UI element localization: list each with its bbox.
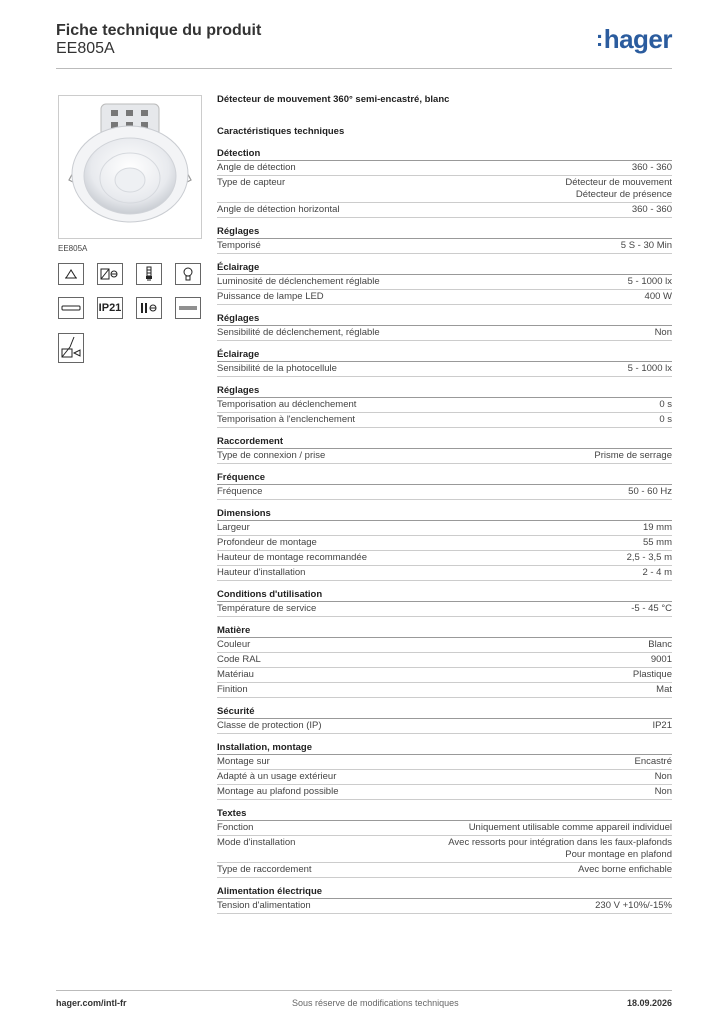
spec-label: Couleur [217,639,251,650]
spec-value: 2 - 4 m [642,567,672,578]
footer-disclaimer: Sous réserve de modifications techniques [292,998,459,1008]
spec-value: Encastré [634,756,672,767]
spec-row [217,290,672,305]
spec-value: Uniquement utilisable comme appareil individuel [468,822,672,833]
spec-section [217,742,672,800]
spec-row [217,485,672,500]
spec-label: Angle de détection [217,162,296,173]
section-heading: Fréquence [217,472,672,485]
spec-label: Sensibilité de la photocellule [217,363,337,374]
spec-value: 9001 [650,654,672,665]
section-heading: Conditions d'utilisation [217,589,672,602]
spec-section [217,148,672,218]
spec-row [217,239,672,254]
section-heading: Réglages [217,226,672,239]
section-heading: Textes [217,808,672,821]
spec-row [217,161,672,176]
spec-row [217,398,672,413]
spec-value: IP21 [652,720,672,731]
spec-value: 400 W [644,291,672,302]
spec-label: Type de connexion / prise [217,450,326,461]
spec-row [217,836,672,863]
spec-label: Tension d'alimentation [217,900,311,911]
logo-text: hager [603,24,672,54]
spec-row [217,899,672,914]
spec-section [217,385,672,428]
section-heading: Installation, montage [217,742,672,755]
spec-value: Avec borne enfichable [578,864,672,875]
product-photo [58,95,202,239]
spec-row [217,668,672,683]
fluorescent-icon [97,263,123,285]
spec-label: Hauteur de montage recommandée [217,552,367,563]
spec-label: Finition [217,684,248,695]
spec-row [217,770,672,785]
spec-row [217,566,672,581]
spec-value: 55 mm [642,537,672,548]
spec-label: Profondeur de montage [217,537,317,548]
logo-dots-icon: : [595,26,603,51]
spec-label: Mode d'installation [217,837,296,848]
spec-label: Temporisation à l'enclenchement [217,414,356,425]
spec-row [217,602,672,617]
spec-label: Hauteur d'installation [217,567,306,578]
bulb-icon [175,263,201,285]
footer-date: 18.09.2026 [626,998,672,1008]
footer-url[interactable]: hager.com/intl-fr [56,998,127,1008]
spec-value: 360 - 360 [631,162,672,173]
spec-label: Largeur [217,522,250,533]
section-heading: Dimensions [217,508,672,521]
spec-section [217,226,672,254]
spec-row [217,449,672,464]
spec-label: Type de capteur [217,177,286,188]
spec-label: Type de raccordement [217,864,312,875]
footer-divider [56,990,672,991]
spec-label: Montage au plafond possible [217,786,339,797]
spec-row [217,821,672,836]
hager-logo [596,24,672,55]
spec-value: Plastique [632,669,672,680]
spec-section [217,349,672,377]
spec-section [217,262,672,305]
halogen-icon [136,263,162,285]
spec-section [217,808,672,878]
tube-icon [58,297,84,319]
section-heading: Réglages [217,313,672,326]
spec-row [217,653,672,668]
spec-value: 2,5 - 3,5 m [626,552,672,563]
spec-label: Matériau [217,669,254,680]
spec-row [217,719,672,734]
page-title: Fiche technique du produit [56,22,262,39]
spec-label: Adapté à un usage extérieur [217,771,337,782]
section-heading: Matière [217,625,672,638]
spec-value: 360 - 360 [631,204,672,215]
spec-value: 19 mm [642,522,672,533]
spec-label: Code RAL [217,654,261,665]
section-heading: Sécurité [217,706,672,719]
spec-label: Fréquence [217,486,263,497]
spec-section [217,589,672,617]
spec-section [217,313,672,341]
led-tube-icon [175,297,201,319]
spec-row [217,638,672,653]
spec-label: Montage sur [217,756,270,767]
spec-value: Non [654,786,672,797]
spec-value: Prisme de serrage [594,450,672,461]
photo-caption: EE805A [58,244,88,253]
spec-value: 5 - 1000 lx [627,363,672,374]
spec-row [217,326,672,341]
spec-value: Non [654,771,672,782]
spec-label: Angle de détection horizontal [217,204,340,215]
spec-value: 5 - 1000 lx [627,276,672,287]
spec-label: Temporisé [217,240,261,251]
spec-row [217,863,672,878]
spec-value: 0 s [659,399,672,410]
spec-section [217,625,672,698]
spec-label: Temporisation au déclenchement [217,399,357,410]
spec-value: Mat [656,684,672,695]
spec-section [217,508,672,581]
spec-section [217,706,672,734]
section-heading: Éclairage [217,349,672,362]
spec-label: Sensibilité de déclenchement, réglable [217,327,380,338]
section-heading: Raccordement [217,436,672,449]
header-divider [56,68,672,69]
spec-row [217,176,672,203]
section-heading: Éclairage [217,262,672,275]
spec-row [217,521,672,536]
ip21-badge: IP21 [97,297,123,319]
spec-row [217,785,672,800]
spec-section [217,886,672,914]
spec-label: Puissance de lampe LED [217,291,324,302]
spec-row [217,275,672,290]
spec-row [217,362,672,377]
spec-label: Luminosité de déclenchement réglable [217,276,380,287]
spec-sections [217,148,672,914]
spec-value: Avec ressorts pour intégration dans les faux-plafonds Pour montage en plafond [448,837,672,860]
detection-icon [58,333,84,363]
spec-value: Blanc [648,639,672,650]
product-code: EE805A [56,40,115,57]
spec-value: Non [654,327,672,338]
section-heading: Détection [217,148,672,161]
spec-row [217,536,672,551]
spec-value: -5 - 45 °C [631,603,672,614]
specs-title: Caractéristiques techniques [217,126,345,137]
section-heading: Réglages [217,385,672,398]
spec-value: 0 s [659,414,672,425]
spec-row [217,683,672,698]
spec-label: Classe de protection (IP) [217,720,322,731]
spec-row [217,755,672,770]
ceiling-lamp-icon [58,263,84,285]
product-name: Détecteur de mouvement 360° semi-encastré, blanc [217,94,450,105]
spec-label: Température de service [217,603,317,614]
spec-section [217,472,672,500]
spec-row [217,203,672,218]
spec-value: 5 S - 30 Min [620,240,672,251]
section-heading: Alimentation électrique [217,886,672,899]
spec-row [217,551,672,566]
spec-value: Détecteur de mouvement Détecteur de présence [565,177,672,200]
ballast-icon [136,297,162,319]
spec-value: 230 V +10%/-15% [595,900,672,911]
spec-section [217,436,672,464]
spec-label: Fonction [217,822,254,833]
spec-row [217,413,672,428]
spec-content [217,94,672,914]
spec-value: 50 - 60 Hz [628,486,672,497]
